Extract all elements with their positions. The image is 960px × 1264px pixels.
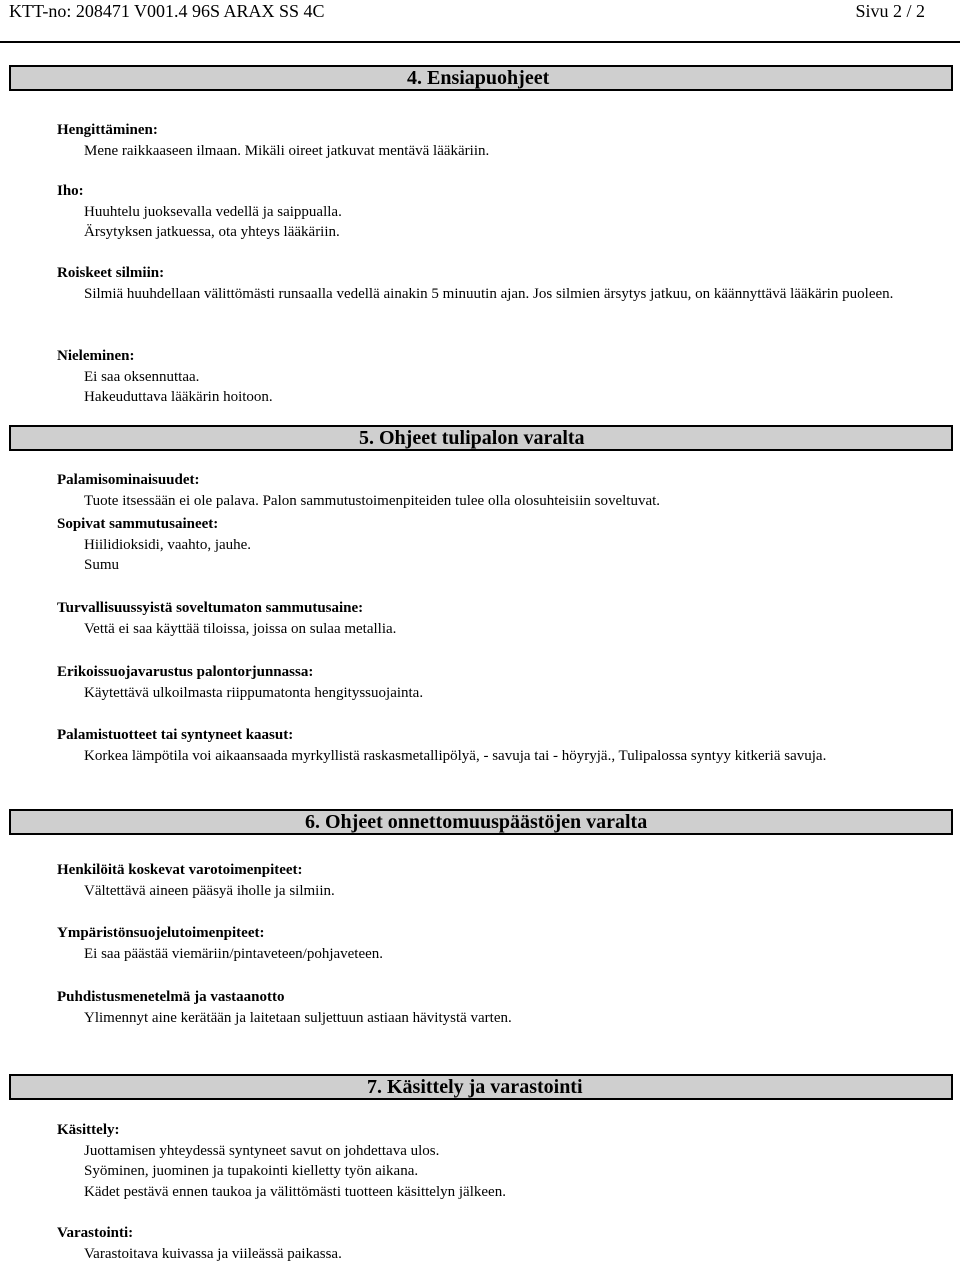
section-6-block-cleanup xyxy=(57,987,512,1028)
section-5-title: 5. Ohjeet tulipalon varalta xyxy=(359,427,585,449)
section-5-block-unsuitable xyxy=(57,598,396,639)
block-label: Ympäristönsuojelutoimenpiteet: xyxy=(57,925,265,941)
block-label: Hengittäminen: xyxy=(57,122,158,138)
block-line: Hakeuduttava lääkärin hoitoon. xyxy=(84,389,273,405)
block-line: Varastoitava kuivassa ja viileässä paikassa. xyxy=(84,1245,342,1262)
block-line: Hiilidioksidi, vaahto, jauhe. xyxy=(84,536,252,553)
block-label: Käsittely: xyxy=(57,1122,120,1138)
block-line: Kädet pestävä ennen taukoa ja välittömästi tuotteen käsittelyn jälkeen. xyxy=(84,1183,506,1200)
section-4-bar xyxy=(9,65,953,91)
section-5-block-flammability xyxy=(57,470,660,511)
block-line: Ei saa päästää viemäriin/pintaveteen/pohjaveteen. xyxy=(84,945,384,962)
block-label: Iho: xyxy=(57,183,84,199)
section-6-title: 6. Ohjeet onnettomuuspäästöjen varalta xyxy=(305,811,648,833)
block-line: Sumu xyxy=(84,557,120,573)
section-5-block-extinguishers xyxy=(57,514,251,576)
header-divider xyxy=(0,41,960,43)
document-id: KTT-no: 208471 V001.4 96S ARAX SS 4C xyxy=(9,1,325,21)
section-4-block-skin xyxy=(57,181,342,243)
block-line: Ei saa oksennuttaa. xyxy=(84,368,200,385)
section-5-block-protective-equipment xyxy=(57,662,423,703)
block-line: Huuhtelu juoksevalla vedellä ja saippualla. xyxy=(84,203,342,220)
section-7-block-handling xyxy=(57,1120,506,1202)
section-6-bar xyxy=(9,809,953,835)
block-line: Ylimennyt aine kerätään ja laitetaan suljettuun astiaan hävitystä varten. xyxy=(84,1009,512,1026)
block-label: Sopivat sammutusaineet: xyxy=(57,516,219,532)
block-line: Silmiä huuhdellaan välittömästi runsaalla vedellä ainakin 5 minuutin ajan. Jos silmien ärsytys jatkuu, on käännyttävä lääkärin puoleen. xyxy=(84,285,894,302)
block-line: Korkea lämpötila voi aikaansaada myrkyllistä raskasmetallipölyä, - savuja tai - höyryjä., Tulipalossa syntyy kitkeriä savuja. xyxy=(84,747,827,764)
section-4-block-eyes xyxy=(57,263,924,304)
block-label: Turvallisuussyistä soveltumaton sammutusaine: xyxy=(57,600,364,616)
block-line: Ärsytyksen jatkuessa, ota yhteys lääkäriin. xyxy=(84,224,340,240)
block-label: Palamistuotteet tai syntyneet kaasut: xyxy=(57,727,294,743)
section-5-bar xyxy=(9,425,953,451)
block-line: Vettä ei saa käyttää tiloissa, joissa on sulaa metallia. xyxy=(84,620,397,637)
section-7-block-storage xyxy=(57,1223,342,1264)
block-label: Puhdistusmenetelmä ja vastaanotto xyxy=(57,989,285,1005)
section-7-bar xyxy=(9,1074,953,1100)
page-header xyxy=(9,0,951,30)
block-label: Roiskeet silmiin: xyxy=(57,265,165,281)
section-7-title: 7. Käsittely ja varastointi xyxy=(367,1076,583,1098)
block-line: Vältettävä aineen pääsyä iholle ja silmiin. xyxy=(84,882,335,899)
block-line: Juottamisen yhteydessä syntyneet savut on johdettava ulos. xyxy=(84,1142,440,1159)
section-5-block-combustion-products xyxy=(57,725,826,766)
block-line: Käytettävä ulkoilmasta riippumatonta hengityssuojainta. xyxy=(84,684,424,701)
block-line: Syöminen, juominen ja tupakointi kielletty työn aikana. xyxy=(84,1163,419,1179)
block-label: Henkilöitä koskevat varotoimenpiteet: xyxy=(57,862,303,878)
block-line: Tuote itsessään ei ole palava. Palon sammutustoimenpiteiden tulee olla olosuhteisiin soveltuvat. xyxy=(84,492,661,509)
section-4-title: 4. Ensiapuohjeet xyxy=(407,67,550,89)
block-label: Varastointi: xyxy=(57,1225,134,1241)
block-line: Mene raikkaaseen ilmaan. Mikäli oireet jatkuvat mentävä lääkäriin. xyxy=(84,142,490,159)
block-label: Erikoissuojavarustus palontorjunnassa: xyxy=(57,664,314,680)
section-6-block-personal-precautions xyxy=(57,860,335,901)
section-4-block-swallowing xyxy=(57,346,273,408)
section-4-block-breathing xyxy=(57,120,489,161)
block-label: Nieleminen: xyxy=(57,348,135,364)
section-6-block-environmental xyxy=(57,923,383,964)
page-number: Sivu 2 / 2 xyxy=(855,1,925,21)
block-label: Palamisominaisuudet: xyxy=(57,472,200,488)
